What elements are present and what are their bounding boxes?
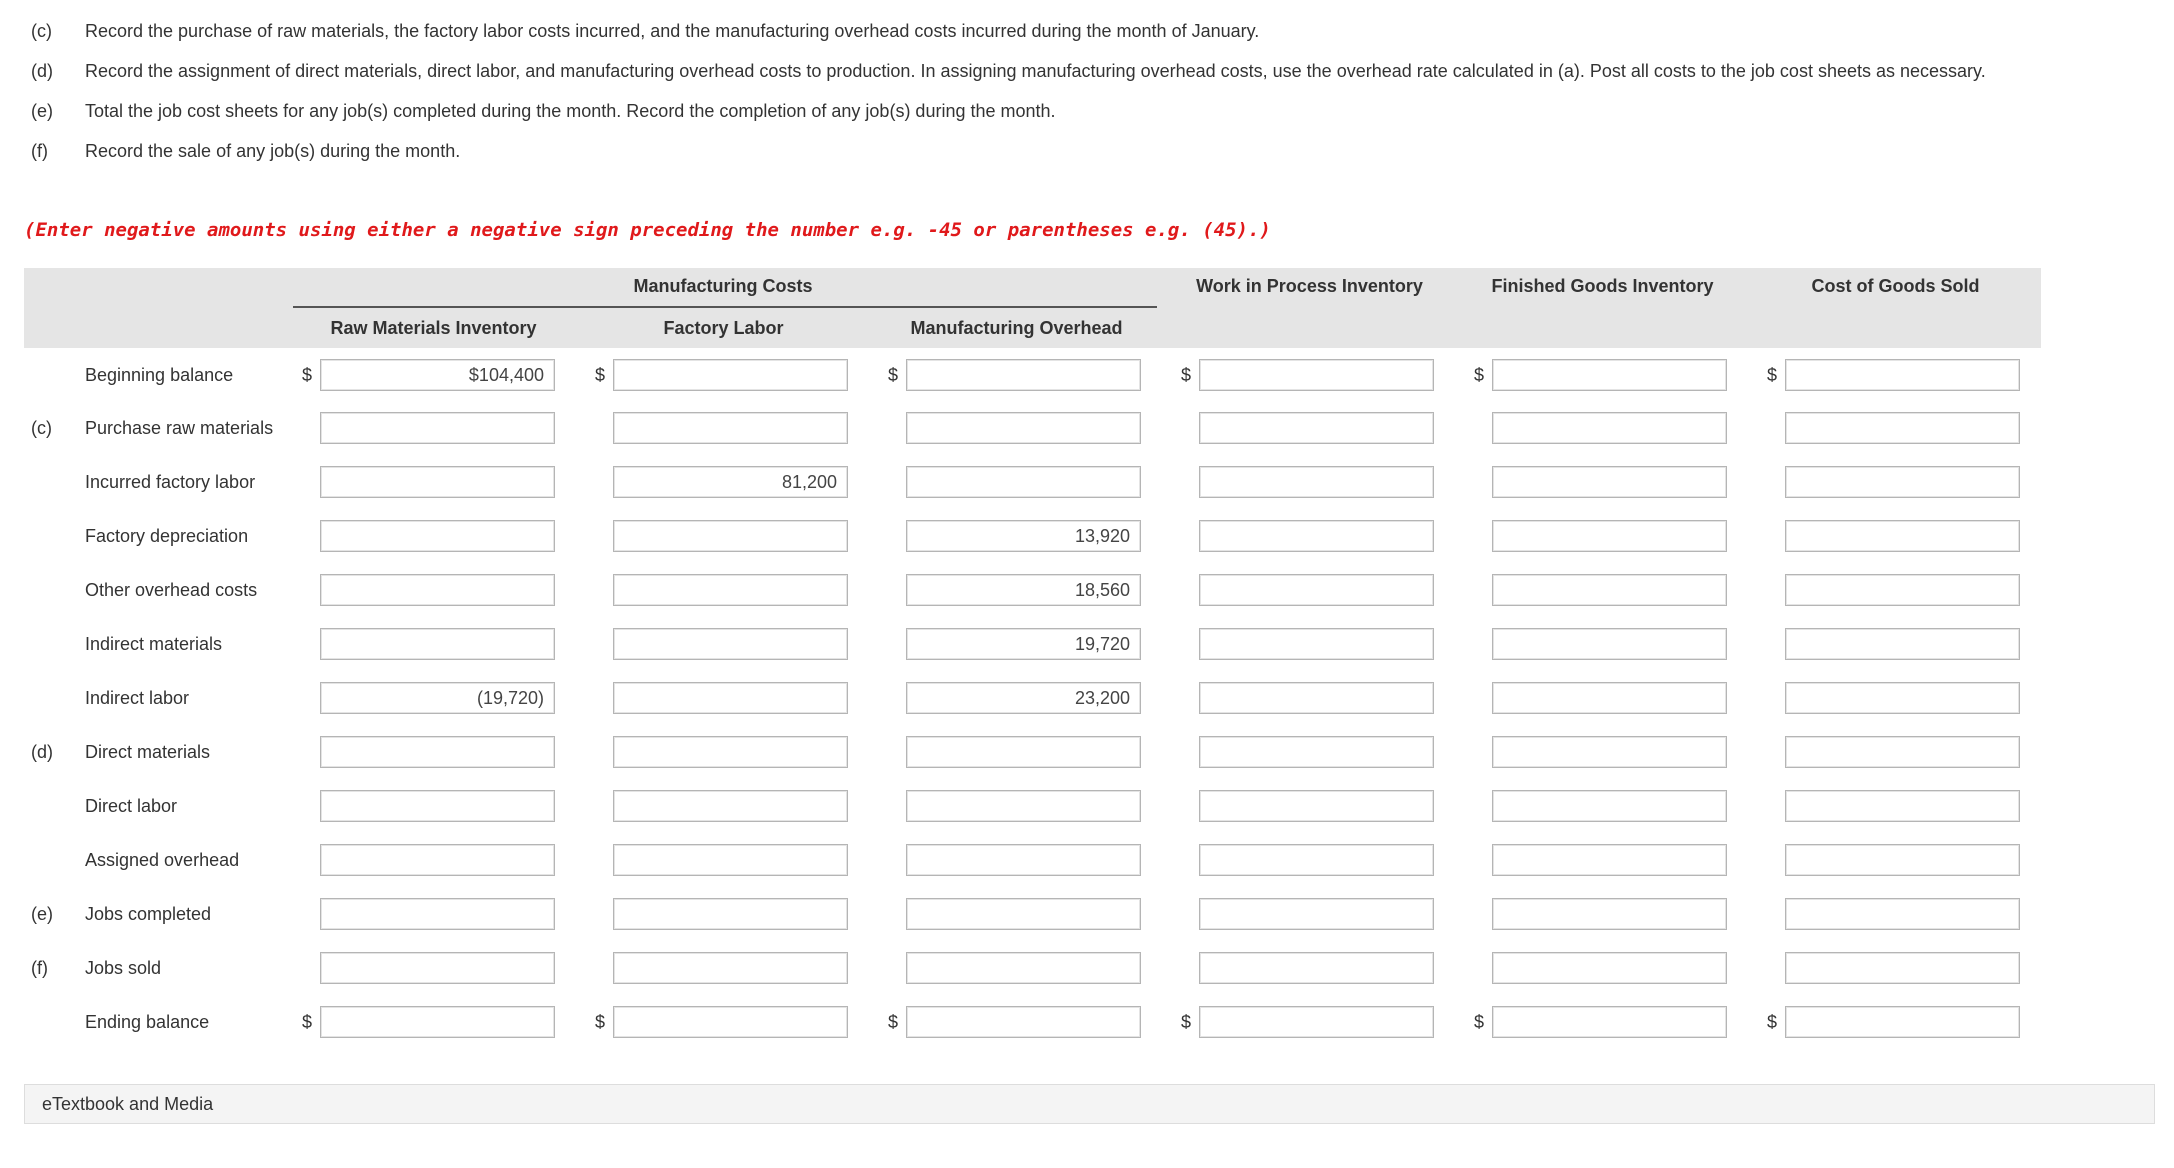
work-in-process-input[interactable] — [1199, 790, 1434, 822]
table-row — [0, 779, 2174, 833]
row-label: Other overhead costs — [85, 580, 258, 600]
raw-materials-input[interactable] — [320, 574, 555, 606]
cogs-input[interactable] — [1785, 628, 2020, 660]
finished-goods-input[interactable] — [1492, 952, 1727, 984]
table-row — [0, 348, 2174, 402]
step-label: (d) — [31, 61, 53, 81]
cogs-input[interactable] — [1785, 790, 2020, 822]
work-in-process-input[interactable] — [1199, 682, 1434, 714]
raw-materials-input[interactable] — [320, 736, 555, 768]
dollar-sign: $ — [1181, 365, 1192, 385]
work-in-process-input[interactable] — [1199, 952, 1434, 984]
row-label: Factory depreciation — [85, 526, 249, 546]
manufacturing-overhead-input[interactable] — [906, 898, 1141, 930]
row-label: Purchase raw materials — [85, 418, 274, 438]
work-in-process-input[interactable] — [1199, 466, 1434, 498]
raw-materials-input[interactable] — [320, 790, 555, 822]
row-label: Jobs completed — [85, 904, 212, 924]
table-row — [0, 941, 2174, 995]
dollar-sign: $ — [595, 365, 606, 385]
row-label: Direct labor — [85, 796, 178, 816]
factory-labor-input[interactable] — [613, 574, 848, 606]
raw-materials-input[interactable] — [320, 898, 555, 930]
finished-goods-input[interactable] — [1492, 790, 1727, 822]
factory-labor-input[interactable] — [613, 736, 848, 768]
factory-labor-input[interactable] — [613, 898, 848, 930]
cogs-input[interactable] — [1785, 574, 2020, 606]
dollar-sign: $ — [1181, 1012, 1192, 1032]
manufacturing-overhead-input[interactable] — [906, 682, 1141, 714]
factory-labor-input[interactable] — [613, 359, 848, 391]
raw-materials-input[interactable] — [320, 952, 555, 984]
cogs-input[interactable] — [1785, 682, 2020, 714]
finished-goods-input[interactable] — [1492, 520, 1727, 552]
work-in-process-input[interactable] — [1199, 412, 1434, 444]
work-in-process-input[interactable] — [1199, 628, 1434, 660]
header-group-divider — [293, 306, 1157, 308]
raw-materials-input[interactable] — [320, 520, 555, 552]
step-text: Record the sale of any job(s) during the month. — [85, 141, 461, 161]
raw-materials-input[interactable] — [320, 466, 555, 498]
work-in-process-input[interactable] — [1199, 898, 1434, 930]
dollar-sign: $ — [888, 365, 899, 385]
work-in-process-input[interactable] — [1199, 359, 1434, 391]
step-label: (f) — [31, 141, 48, 161]
table-row — [0, 455, 2174, 509]
work-in-process-input[interactable] — [1199, 520, 1434, 552]
step-text: Record the purchase of raw materials, the factory labor costs incurred, and the manufacturing overhead costs incurred during the month of January. — [85, 21, 1260, 41]
work-in-process-input[interactable] — [1199, 736, 1434, 768]
manufacturing-overhead-input[interactable] — [906, 628, 1141, 660]
factory-labor-input[interactable] — [613, 412, 848, 444]
header-raw-materials: Raw Materials Inventory — [330, 318, 537, 338]
header-finished-goods: Finished Goods Inventory — [1491, 276, 1714, 296]
factory-labor-input[interactable] — [613, 628, 848, 660]
manufacturing-overhead-input[interactable] — [906, 520, 1141, 552]
manufacturing-overhead-input[interactable] — [906, 1006, 1141, 1038]
cogs-input[interactable] — [1785, 359, 2020, 391]
dollar-sign: $ — [888, 1012, 899, 1032]
raw-materials-input[interactable] — [320, 844, 555, 876]
manufacturing-overhead-input[interactable] — [906, 844, 1141, 876]
manufacturing-overhead-input[interactable] — [906, 412, 1141, 444]
table-row — [0, 887, 2174, 941]
manufacturing-overhead-input[interactable] — [906, 736, 1141, 768]
header-work-in-process: Work in Process Inventory — [1196, 276, 1423, 296]
finished-goods-input[interactable] — [1492, 1006, 1727, 1038]
finished-goods-input[interactable] — [1492, 682, 1727, 714]
manufacturing-overhead-input[interactable] — [906, 952, 1141, 984]
raw-materials-input[interactable] — [320, 359, 555, 391]
dollar-sign: $ — [1767, 1012, 1778, 1032]
work-in-process-input[interactable] — [1199, 1006, 1434, 1038]
cogs-input[interactable] — [1785, 844, 2020, 876]
row-label: Direct materials — [85, 742, 211, 762]
table-row — [0, 833, 2174, 887]
step-label: (e) — [31, 101, 53, 121]
work-in-process-input[interactable] — [1199, 574, 1434, 606]
table-row — [0, 563, 2174, 617]
cogs-input[interactable] — [1785, 736, 2020, 768]
manufacturing-overhead-input[interactable] — [906, 466, 1141, 498]
row-label: Ending balance — [85, 1012, 210, 1032]
row-label: Indirect labor — [85, 688, 190, 708]
finished-goods-input[interactable] — [1492, 412, 1727, 444]
step-label: (c) — [31, 21, 52, 41]
row-label: Beginning balance — [85, 365, 234, 385]
row-part-label: (f) — [31, 958, 48, 978]
raw-materials-input[interactable] — [320, 682, 555, 714]
dollar-sign: $ — [302, 1012, 313, 1032]
cogs-input[interactable] — [1785, 952, 2020, 984]
header-cost-of-goods-sold: Cost of Goods Sold — [1811, 276, 1980, 296]
raw-materials-input[interactable] — [320, 628, 555, 660]
factory-labor-input[interactable] — [613, 844, 848, 876]
row-label: Indirect materials — [85, 634, 223, 654]
step-text: Total the job cost sheets for any job(s) completed during the month. Record the completion of any job(s) during the month. — [85, 101, 1056, 121]
factory-labor-input[interactable] — [613, 682, 848, 714]
finished-goods-input[interactable] — [1492, 359, 1727, 391]
raw-materials-input[interactable] — [320, 412, 555, 444]
row-part-label: (e) — [31, 904, 53, 924]
header-factory-labor: Factory Labor — [663, 318, 784, 338]
cogs-input[interactable] — [1785, 466, 2020, 498]
header-manufacturing-costs: Manufacturing Costs — [633, 276, 813, 296]
factory-labor-input[interactable] — [613, 520, 848, 552]
dollar-sign: $ — [302, 365, 313, 385]
factory-labor-input[interactable] — [613, 952, 848, 984]
finished-goods-input[interactable] — [1492, 574, 1727, 606]
dollar-sign: $ — [1474, 1012, 1485, 1032]
dollar-sign: $ — [1474, 365, 1485, 385]
cogs-input[interactable] — [1785, 412, 2020, 444]
raw-materials-input[interactable] — [320, 1006, 555, 1038]
negative-amount-instruction: (Enter negative amounts using either a negative sign preceding the number e.g. -45 or parentheses e.g. (45).) — [24, 219, 1271, 241]
row-label: Incurred factory labor — [85, 472, 256, 492]
finished-goods-input[interactable] — [1492, 466, 1727, 498]
row-label: Jobs sold — [85, 958, 162, 978]
row-part-label: (c) — [31, 418, 52, 438]
manufacturing-overhead-input[interactable] — [906, 790, 1141, 822]
etextbook-media-button[interactable]: eTextbook and Media — [24, 1084, 2155, 1124]
row-label: Assigned overhead — [85, 850, 240, 870]
finished-goods-input[interactable] — [1492, 898, 1727, 930]
cogs-input[interactable] — [1785, 898, 2020, 930]
finished-goods-input[interactable] — [1492, 736, 1727, 768]
step-text: Record the assignment of direct materials, direct labor, and manufacturing overhead costs to production. In assigning manufacturing overhead costs, use the overhead rate calculated in (a). Post all costs to the job cost sheets as necessary. — [85, 61, 1986, 81]
factory-labor-input[interactable] — [613, 466, 848, 498]
dollar-sign: $ — [1767, 365, 1778, 385]
table-row — [0, 671, 2174, 725]
table-row — [0, 509, 2174, 563]
finished-goods-input[interactable] — [1492, 844, 1727, 876]
cogs-input[interactable] — [1785, 520, 2020, 552]
factory-labor-input[interactable] — [613, 790, 848, 822]
row-part-label: (d) — [31, 742, 53, 762]
factory-labor-input[interactable] — [613, 1006, 848, 1038]
dollar-sign: $ — [595, 1012, 606, 1032]
manufacturing-overhead-input[interactable] — [906, 574, 1141, 606]
table-row — [0, 995, 2174, 1049]
manufacturing-overhead-input[interactable] — [906, 359, 1141, 391]
finished-goods-input[interactable] — [1492, 628, 1727, 660]
table-row — [0, 617, 2174, 671]
header-manufacturing-overhead: Manufacturing Overhead — [910, 318, 1123, 338]
table-row — [0, 401, 2174, 455]
cogs-input[interactable] — [1785, 1006, 2020, 1038]
table-row — [0, 725, 2174, 779]
work-in-process-input[interactable] — [1199, 844, 1434, 876]
